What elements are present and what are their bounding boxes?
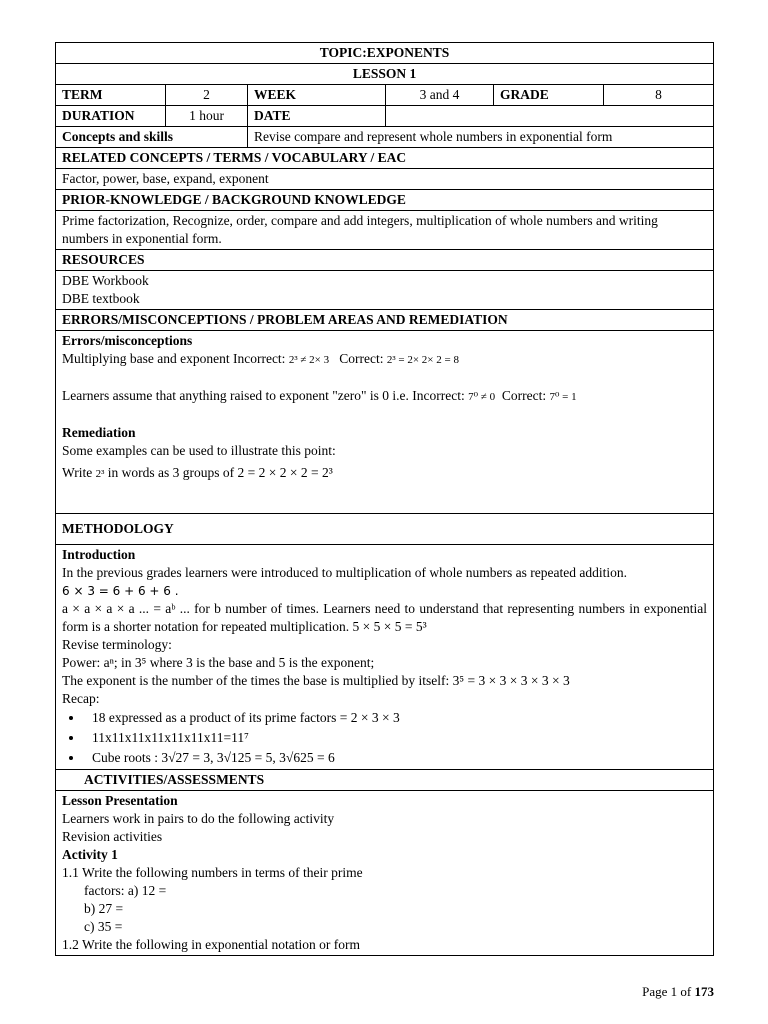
errors-subheading: Errors/misconceptions — [62, 333, 193, 348]
remediation-example: Write 2³ in words as 3 groups of 2 = 2 × 2 × 2 = 2³ — [62, 465, 333, 480]
errors-heading: ERRORS/MISCONCEPTIONS / PROBLEM AREAS AND REMEDIATION — [56, 310, 714, 331]
page-number: Page 1 of 173 — [642, 984, 714, 999]
term-label: TERM — [56, 85, 166, 106]
duration-value: 1 hour — [166, 106, 248, 127]
methodology-heading: METHODOLOGY — [56, 514, 714, 545]
methodology-body: Introduction In the previous grades learners were introduced to multiplication of whole numbers as repeated addition. 6 × 3 = 6 + 6 + 6 . a × a × a × a ... = aᵇ ... for b number of times. Learners need to understand that representing numbers in exponential form is a shorter notation for repeated multiplication. 5 × 5 × 5 = 5³ Revise terminology: Power: aⁿ; in 3⁵ where 3 is the base and 5 is the exponent; The exponent is the number of the times the base is multiplied by itself: 3⁵ = 3 × 3 × 3 × 3 × 3 Recap: • 18 expressed as a product of its prime factors = 2 × 3 × 3 • 11x11x11x11x11x11x11=11⁷ • Cube roots : 3√27 = 3, 3√125 = 5, 3√625 = 6 — [56, 545, 714, 770]
prior-heading: PRIOR-KNOWLEDGE / BACKGROUND KNOWLEDGE — [56, 190, 714, 211]
resource-item: DBE textbook — [62, 291, 140, 306]
list-item: • 11x11x11x11x11x11x11=11⁷ — [84, 728, 707, 748]
grade-value: 8 — [604, 85, 714, 106]
activities-body: Lesson Presentation Learners work in pairs to do the following activity Revision activities Activity 1 1.1 Write the following numbers in terms of their prime factors: a) 12 = b) 27 = c) 35 = 1.2 Write the following in exponential notation or form — [56, 791, 714, 956]
errors-body — [56, 331, 714, 514]
list-item: • Cube roots : 3√27 = 3, 3√125 = 5, 3√625 = 6 — [84, 748, 707, 768]
incorrect-example-1: 2³ ≠ 2× 3 — [288, 354, 330, 366]
recap-list — [62, 708, 707, 768]
duration-label: DURATION — [56, 106, 166, 127]
concepts-value: Revise compare and represent whole numbers in exponential form — [248, 127, 714, 148]
correct-example-2: 7⁰ = 1 — [549, 391, 577, 403]
related-heading: RELATED CONCEPTS / TERMS / VOCABULARY / EAC — [56, 148, 714, 169]
grade-label: GRADE — [494, 85, 604, 106]
error-line-1: Multiplying base and exponent Incorrect: 2³ ≠ 2× 3 Correct: 2³ = 2× 2× 2 = 8 — [62, 351, 459, 366]
correct-example-1: 2³ = 2× 2× 2 = 8 — [386, 354, 459, 366]
error-line-2: Learners assume that anything raised to exponent "zero" is 0 i.e. Incorrect: 7⁰ ≠ 0 Correct: 7⁰ = 1 — [62, 388, 577, 403]
topic-title: TOPIC:EXPONENTS — [56, 43, 714, 64]
activities-heading: ACTIVITIES/ASSESSMENTS — [56, 770, 714, 791]
introduction-heading: Introduction — [62, 547, 136, 562]
lesson-plan-table — [55, 42, 714, 956]
remediation-heading: Remediation — [62, 425, 136, 440]
concepts-label: Concepts and skills — [56, 127, 248, 148]
remediation-text: Some examples can be used to illustrate this point: — [62, 443, 336, 458]
term-value: 2 — [166, 85, 248, 106]
lesson-title: LESSON 1 — [56, 64, 714, 85]
resources-list — [56, 271, 714, 310]
lesson-plan-page — [55, 42, 713, 956]
prior-text: Prime factorization, Recognize, order, compare and add integers, multiplication of whole numbers and writing numbers in exponential form. — [56, 211, 714, 250]
resources-heading: RESOURCES — [56, 250, 714, 271]
week-label: WEEK — [248, 85, 386, 106]
resource-item: DBE Workbook — [62, 273, 149, 288]
incorrect-example-2: 7⁰ ≠ 0 — [468, 391, 496, 403]
date-label: DATE — [248, 106, 386, 127]
week-value: 3 and 4 — [386, 85, 494, 106]
list-item: • 18 expressed as a product of its prime factors = 2 × 3 × 3 — [84, 708, 707, 728]
activity-1-heading: Activity 1 — [62, 847, 118, 862]
date-value — [386, 106, 714, 127]
related-text: Factor, power, base, expand, exponent — [56, 169, 714, 190]
